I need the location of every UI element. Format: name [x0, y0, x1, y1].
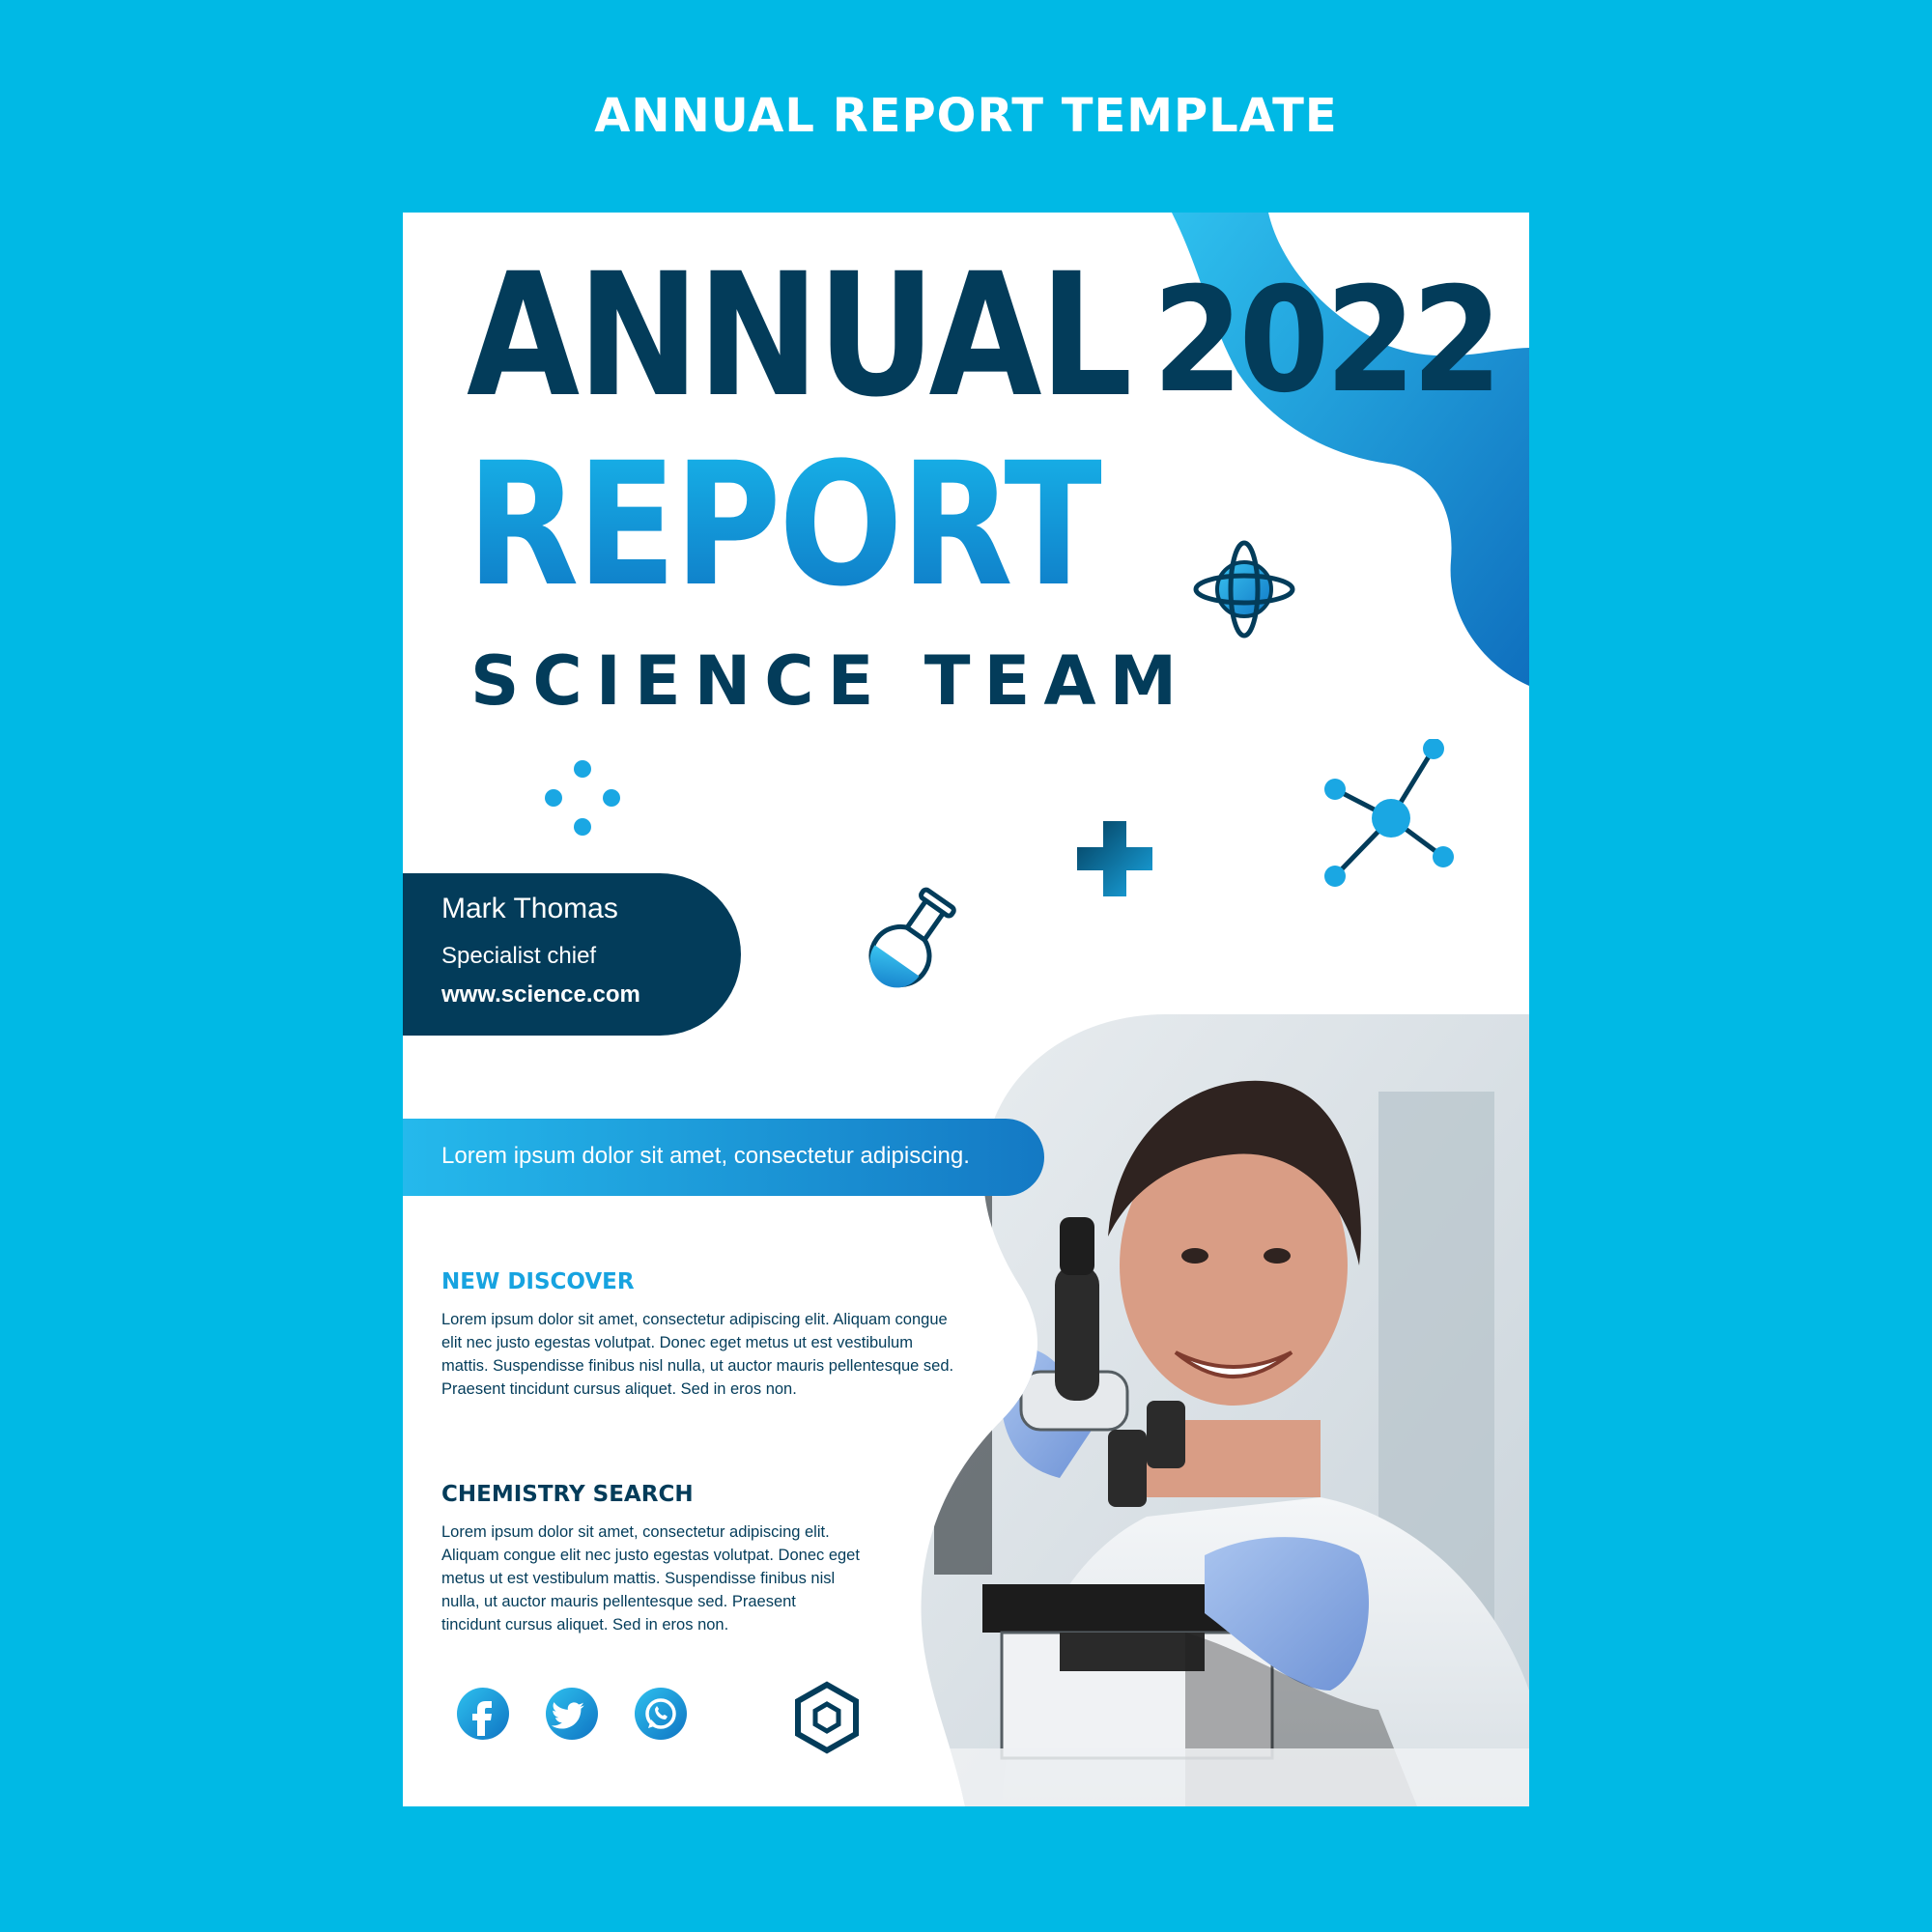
- section-line: Aliquam congue elit nec justo egestas volutpat. Donec eget: [441, 1547, 860, 1564]
- section-line: Lorem ipsum dolor sit amet, consectetur adipiscing elit. Aliquam congue: [441, 1311, 948, 1328]
- tagline-text: Lorem ipsum dolor sit amet, consectetur adipiscing.: [441, 1143, 970, 1169]
- section-line: elit nec justo egestas volutpat. Donec eget metus ut est vestibulum: [441, 1334, 913, 1351]
- flask-icon: [849, 881, 967, 1009]
- heading-annual: ANNUAL: [467, 237, 1130, 435]
- molecule-icon: [1321, 739, 1456, 894]
- heading-report: REPORT: [467, 426, 1102, 624]
- section-title-chemistry-search: CHEMISTRY SEARCH: [441, 1482, 694, 1507]
- subheading-science-team: SCIENCE TEAM: [470, 641, 1191, 721]
- section-title-new-discover: NEW DISCOVER: [441, 1269, 635, 1294]
- twitter-icon[interactable]: [546, 1688, 598, 1740]
- planet-icon: [1192, 537, 1296, 641]
- facebook-icon[interactable]: [457, 1688, 509, 1740]
- section-line: mattis. Suspendisse finibus nisl nulla, ut auctor mauris pellentesque sed.: [441, 1357, 954, 1375]
- section-line: Praesent tincidunt cursus aliquet. Sed in eros non.: [441, 1380, 797, 1398]
- page-title: ANNUAL REPORT TEMPLATE: [594, 89, 1338, 143]
- plus-icon: [1077, 821, 1152, 896]
- section-body-chemistry-search: [441, 1520, 982, 1636]
- contact-box: [403, 873, 741, 1036]
- tagline-bar: [403, 1119, 1044, 1196]
- contact-website[interactable]: www.science.com: [441, 981, 640, 1008]
- hexagon-logo-icon: [793, 1681, 861, 1754]
- whatsapp-icon[interactable]: [635, 1688, 687, 1740]
- report-year: 2022: [1152, 257, 1498, 425]
- section-line: nulla, ut auctor mauris pellentesque sed. Praesent: [441, 1593, 796, 1610]
- section-line: metus ut est vestibulum mattis. Suspendisse finibus nisl: [441, 1570, 836, 1587]
- contact-role: Specialist chief: [441, 943, 597, 969]
- section-line: Lorem ipsum dolor sit amet, consectetur adipiscing elit.: [441, 1523, 830, 1541]
- dots-icon: [544, 759, 621, 837]
- contact-name: Mark Thomas: [441, 893, 618, 924]
- section-line: tincidunt cursus aliquet. Sed in eros non.: [441, 1616, 729, 1634]
- section-body-new-discover: [441, 1308, 982, 1401]
- report-cover-card: [403, 213, 1529, 1806]
